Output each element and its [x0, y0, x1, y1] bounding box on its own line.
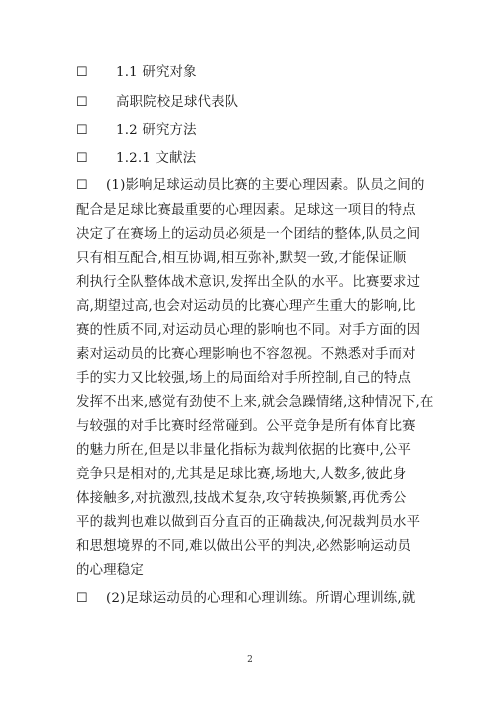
paragraph-1-line: 竞争只是相对的,尤其是足球比赛,场地大,人数多,彼此身: [76, 467, 407, 482]
heading-text: 1.2.1 文献法: [116, 151, 197, 166]
heading-research-method: [76, 122, 197, 140]
heading-text: 高职院校足球代表队: [116, 95, 239, 110]
paragraph-1-line: 只有相互配合,相互协调,相互弥补,默契一致,才能保证顺: [76, 251, 407, 266]
paragraph-1-line: 与较强的对手比赛时经常碰到。公平竞争是所有体育比赛: [76, 419, 416, 434]
paragraph-1-line: 平的裁判也难以做到百分直百的正确裁决,何况裁判员水平: [76, 515, 421, 530]
paragraph-1-line: 配合是足球比赛最重要的心理因素。足球这一项目的特点: [76, 203, 416, 218]
paragraph-1-line: 手的实力又比较强,场上的局面给对手所控制,自己的特点: [76, 371, 412, 386]
checkbox-glyph: ☐: [76, 65, 88, 80]
heading-literature-method: [76, 150, 196, 168]
paragraph-1-line: 的心理稳定: [76, 563, 144, 578]
checkbox-glyph: ☐: [76, 151, 88, 166]
paragraph-1-line: 发挥不出来,感觉有劲使不上来,就会急躁情绪,这种情况下,在: [76, 395, 434, 410]
paragraph-1-line: 决定了在赛场上的运动员必须是一个团结的整体,队员之间: [76, 227, 421, 242]
heading-research-object: [76, 64, 197, 82]
paragraph-1-line: 素对运动员的比赛心理影响也不容忽视。不熟悉对手而对: [76, 347, 416, 362]
page-number: 2: [247, 655, 253, 665]
checkbox-glyph: ☐: [76, 178, 88, 193]
checkbox-glyph: ☐: [76, 95, 88, 110]
checkbox-glyph: ☐: [76, 591, 88, 606]
paragraph-1-line: 体接触多,对抗激烈,技战术复杂,攻守转换频繁,再优秀公: [76, 491, 407, 506]
checkbox-glyph: ☐: [76, 123, 88, 138]
heading-text: 1.1 研究对象: [116, 65, 197, 80]
heading-subject-team: [76, 94, 238, 112]
paragraph-1-line: 的魅力所在,但是以非量化指标为裁判依据的比赛中,公平: [76, 443, 412, 458]
paragraph-2-line: ☐ (2)足球运动员的心理和心理训练。所谓心理训练,就: [76, 591, 416, 606]
paragraph-1-line: 和思想境界的不同,难以做出公平的判决,必然影响运动员: [76, 539, 412, 554]
paragraph-1-line: ☐ (1)影响足球运动员比赛的主要心理因素。队员之间的: [76, 178, 425, 193]
paragraph-1-line: 赛的性质不同,对运动员心理的影响也不同。对手方面的因: [76, 323, 421, 338]
paragraph-1-line: 利执行全队整体战术意识,发挥出全队的水平。比赛要求过: [76, 275, 421, 290]
heading-text: 1.2 研究方法: [116, 123, 197, 138]
paragraph-1-line: 高,期望过高,也会对运动员的比赛心理产生重大的影响,比: [76, 299, 416, 314]
